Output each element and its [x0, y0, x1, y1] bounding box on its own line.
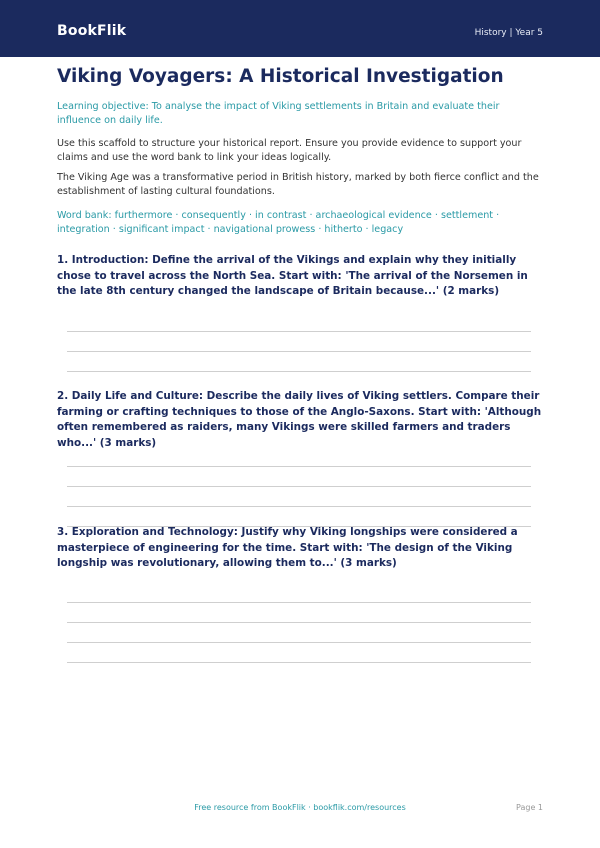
page-number: Page 1	[516, 803, 543, 812]
answer-line[interactable]	[67, 622, 531, 623]
page-title: Viking Voyagers: A Historical Investigation	[57, 66, 504, 87]
answer-line[interactable]	[67, 662, 531, 663]
answer-line[interactable]	[67, 466, 531, 467]
answer-line[interactable]	[67, 351, 531, 352]
word-bank: Word bank: furthermore · consequently · in contrast · archaeological evidence · settlement · integration · significant impact · navigational prowess · hitherto · legacy	[57, 210, 500, 235]
answer-line[interactable]	[67, 331, 531, 332]
answer-line[interactable]	[67, 506, 531, 507]
page-header	[0, 0, 600, 57]
subject-year-label: History | Year 5	[474, 28, 543, 38]
footer-credit[interactable]: Free resource from BookFlik · bookflik.com/resources	[194, 803, 406, 812]
answer-line[interactable]	[67, 642, 531, 643]
instructions-text: Use this scaffold to structure your historical report. Ensure you provide evidence to support your claims and use the word bank to link your ideas logically.	[57, 138, 522, 163]
question-3-prompt: 3. Exploration and Technology: Justify why Viking longships were considered a masterpiece of engineering for the time. Start with: 'The design of the Viking longship was revolutionary, allowing them to...' (3 marks)	[57, 526, 518, 569]
answer-line[interactable]	[67, 602, 531, 603]
intro-text: The Viking Age was a transformative period in British history, marked by both fierce conflict and the establishment of lasting cultural foundations.	[57, 172, 539, 197]
learning-objective: Learning objective: To analyse the impact of Viking settlements in Britain and evaluate their influence on daily life.	[57, 101, 500, 126]
question-1-prompt: 1. Introduction: Define the arrival of the Vikings and explain why they initially chose to travel across the North Sea. Start with: 'The arrival of the Norsemen in the late 8th century changed the landscape of Britain because...' (2 marks)	[57, 254, 528, 297]
brand-logo: BookFlik	[57, 23, 127, 39]
answer-line[interactable]	[67, 486, 531, 487]
question-2-prompt: 2. Daily Life and Culture: Describe the daily lives of Viking settlers. Compare their farming or crafting techniques to those of the Anglo-Saxons. Start with: 'Although often remembered as raiders, many Vikings were skilled farmers and traders who...' (3 marks)	[57, 390, 542, 449]
answer-line[interactable]	[67, 371, 531, 372]
